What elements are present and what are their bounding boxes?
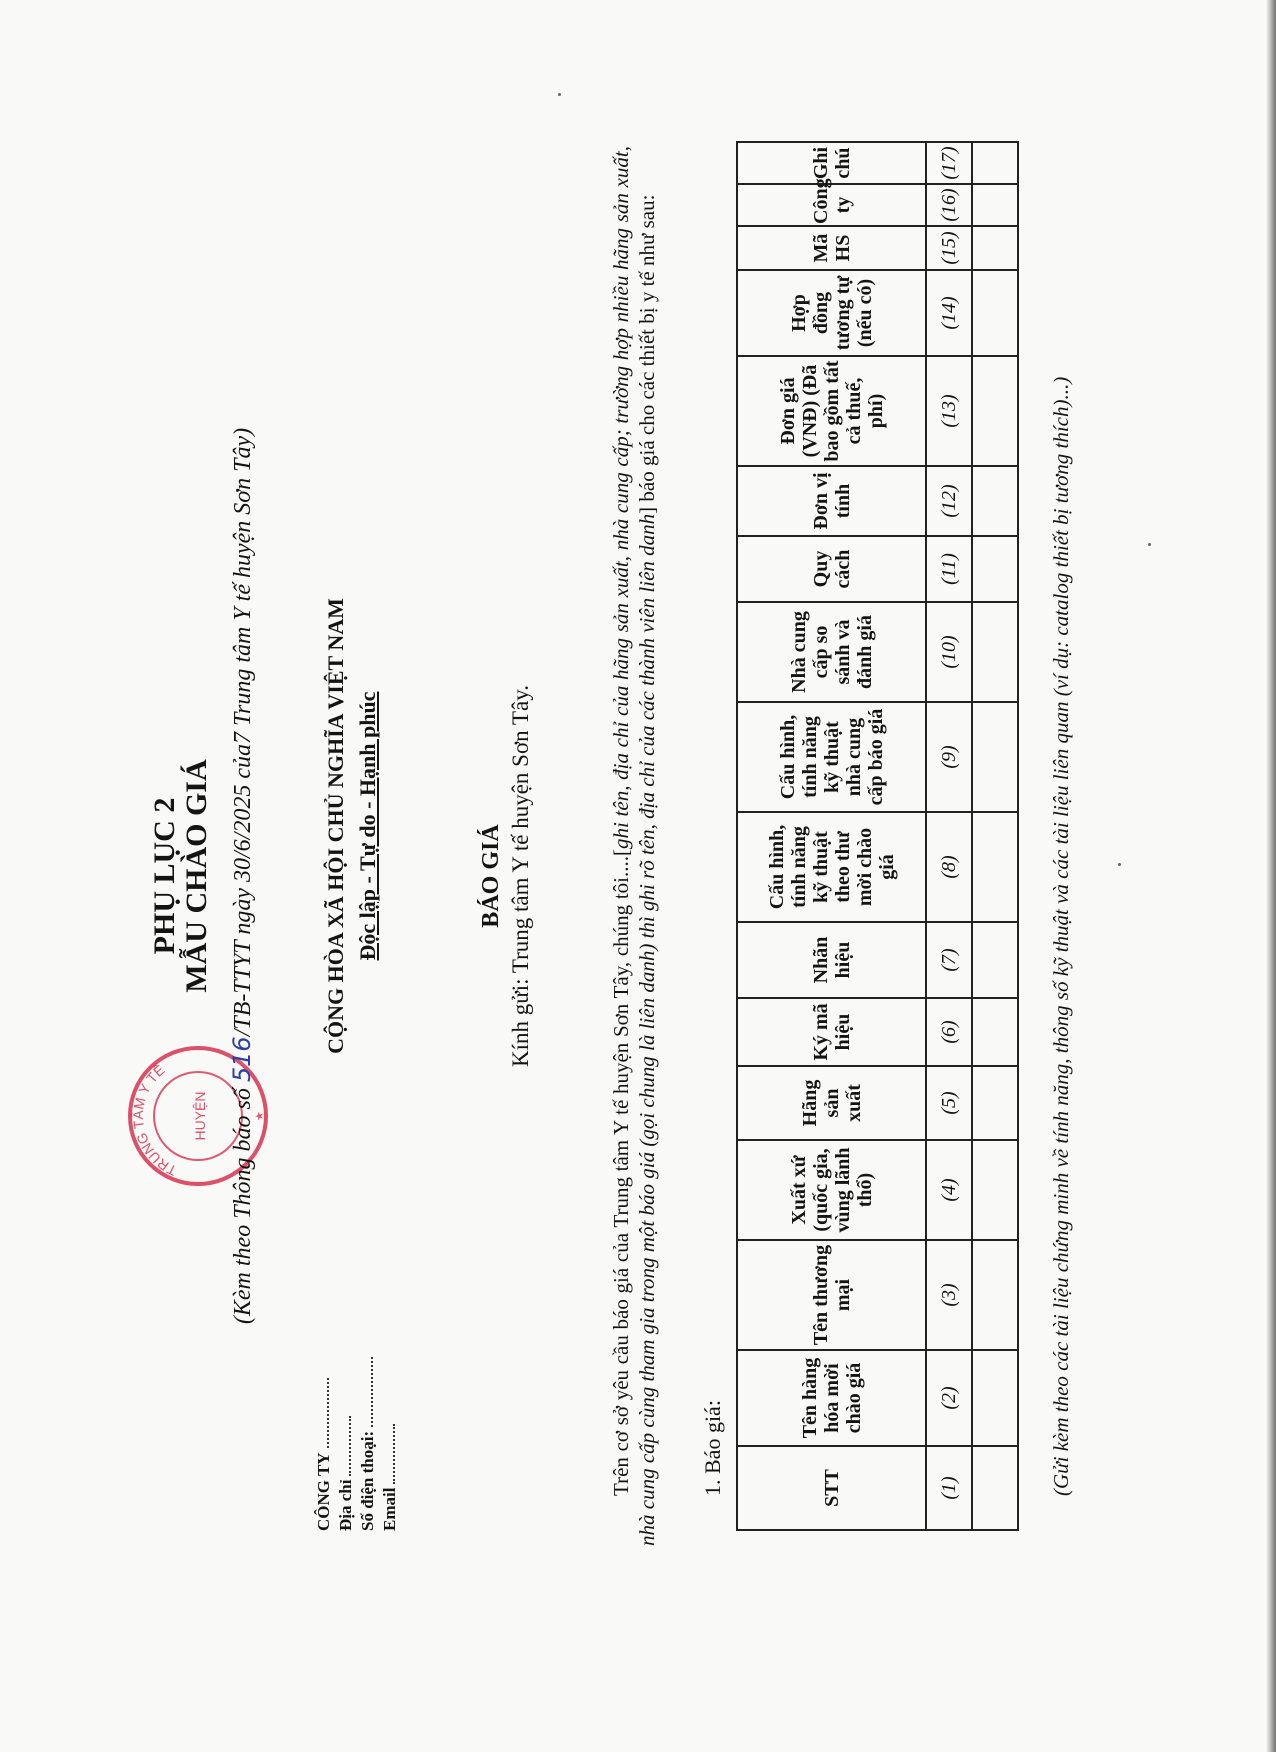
- empty-cell: [972, 142, 1018, 184]
- page-edge-shadow: [1266, 0, 1276, 1752]
- email-row: [379, 1251, 401, 1531]
- header-cell: Mã HS: [737, 226, 926, 270]
- column-number-cell: (15): [926, 226, 972, 270]
- scan-speck: [558, 93, 561, 96]
- empty-cell: [972, 812, 1018, 922]
- empty-table-row: [972, 142, 1018, 1530]
- header-cell: STT: [737, 1446, 926, 1530]
- document-title: BÁO GIÁ: [478, 824, 504, 928]
- header-cell: Đơn giá (VNĐ) (Đã bao gồm tất cả thuế, phí): [737, 356, 926, 466]
- empty-cell: [972, 270, 1018, 356]
- column-number-cell: (14): [926, 270, 972, 356]
- address-label: Địa chỉ: [336, 1479, 355, 1531]
- column-number-cell: (10): [926, 602, 972, 702]
- column-number-cell: (5): [926, 1066, 972, 1140]
- column-number-cell: (2): [926, 1350, 972, 1446]
- header-cell: Ký mã hiệu: [737, 998, 926, 1066]
- address-blank: [349, 1416, 351, 1476]
- phone-blank: [371, 1357, 373, 1427]
- attachment-prefix: (Kèm theo Thông báo số: [230, 1088, 256, 1325]
- scan-speck: [1118, 863, 1121, 866]
- national-motto: [323, 526, 381, 1126]
- column-number-row: [926, 142, 972, 1530]
- empty-cell: [972, 536, 1018, 602]
- empty-cell: [972, 922, 1018, 998]
- phone-label: Số điện thoại:: [358, 1430, 377, 1531]
- empty-cell: [972, 1140, 1018, 1240]
- empty-cell: [972, 998, 1018, 1066]
- intro-part-3: ] báo giá cho các thiết bị y tế như sau:: [635, 194, 659, 514]
- intro-part-1: Trên cơ sở yêu cầu báo giá của Trung tâm Y tế huyện Sơn Tây, chúng tôi....[: [609, 848, 633, 1496]
- column-number-cell: (7): [926, 922, 972, 998]
- empty-cell: [972, 1446, 1018, 1530]
- handwritten-number: 516: [228, 1036, 256, 1083]
- header-cell: Nhãn hiệu: [737, 922, 926, 998]
- motto-line-1: CỘNG HÒA XÃ HỘI CHỦ NGHĨA VIỆT NAM: [323, 598, 348, 1054]
- attachment-suffix: /TB-TTYT ngày 30/6/2025 của7 Trung tâm Y tế huyện Sơn Tây): [230, 427, 256, 1037]
- svg-text:★: ★: [254, 1111, 266, 1121]
- motto-line-2: Độc lập - Tự do - Hạnh phúc: [355, 691, 380, 961]
- column-number-cell: (17): [926, 142, 972, 184]
- company-name-row: [313, 1251, 335, 1531]
- company-name-label: CÔNG TY: [314, 1452, 333, 1531]
- column-number-cell: (9): [926, 702, 972, 812]
- header-cell: Hợp đồng tương tự (nếu có): [737, 270, 926, 356]
- form-title: MẪU CHÀO GIÁ: [180, 759, 213, 993]
- header-cell: Xuất xứ (quốc gia, vùng lãnh thổ): [737, 1140, 926, 1240]
- empty-cell: [972, 1350, 1018, 1446]
- empty-cell: [972, 184, 1018, 226]
- header-cell: Hãng sản xuất: [737, 1066, 926, 1140]
- header-cell: Tên hàng hóa mời chào giá: [737, 1350, 926, 1446]
- header-cell: Nhà cung cấp so sánh và đánh giá: [737, 602, 926, 702]
- empty-cell: [972, 702, 1018, 812]
- header-cell: Cấu hình, tính năng kỹ thuật theo thư mời chào giá: [737, 812, 926, 922]
- quotation-table: [736, 141, 1019, 1531]
- intro-paragraph: [608, 146, 660, 1546]
- header-cell: Ghi chú: [737, 142, 926, 184]
- column-number-cell: (13): [926, 356, 972, 466]
- empty-cell: [972, 356, 1018, 466]
- section-heading: 1. Báo giá:: [700, 1400, 725, 1496]
- address-row: [335, 1251, 357, 1531]
- empty-cell: [972, 1240, 1018, 1350]
- header-cell: Quy cách: [737, 536, 926, 602]
- column-number-cell: (8): [926, 812, 972, 922]
- table-header-row: [737, 142, 926, 1530]
- column-number-cell: (4): [926, 1140, 972, 1240]
- column-number-cell: (11): [926, 536, 972, 602]
- email-label: Email: [380, 1487, 399, 1531]
- footer-note: (Gửi kèm theo các tài liệu chứng minh về tính năng, thông số kỹ thuật và các tài liệu liên quan (ví dụ: catalog thiết bị tương thích)...): [1049, 376, 1073, 1496]
- company-name-blank: [327, 1378, 329, 1448]
- column-number-cell: (1): [926, 1446, 972, 1530]
- empty-cell: [972, 602, 1018, 702]
- appendix-title: PHỤ LỤC 2: [148, 797, 181, 955]
- empty-cell: [972, 226, 1018, 270]
- company-info-block: [313, 1251, 401, 1531]
- header-cell: Đơn vị tính: [737, 466, 926, 536]
- attachment-reference: [228, 26, 257, 1726]
- header-cell: Tên thương mại: [737, 1240, 926, 1350]
- svg-text:HUYỆN: HUYỆN: [192, 1091, 208, 1141]
- column-number-cell: (3): [926, 1240, 972, 1350]
- header-cell: Công ty: [737, 184, 926, 226]
- phone-row: [357, 1251, 379, 1531]
- rotated-document: [88, 26, 1188, 1726]
- email-blank: [393, 1424, 395, 1484]
- empty-cell: [972, 466, 1018, 536]
- svg-text:TRUNG TÂM Y TẾ: TRUNG TÂM Y TẾ: [129, 1061, 180, 1179]
- column-number-cell: (12): [926, 466, 972, 536]
- column-number-cell: (6): [926, 998, 972, 1066]
- scan-speck: [1148, 543, 1151, 546]
- intro-part-2: ghi tên, địa chỉ của hãng sản xuất, nhà cung cấp; trường hợp nhiều hãng sản xuất, nhà cung cấp cùng tham gia trong một báo giá (gọi chung là liên danh) thì ghi rõ tên, địa chỉ của các thành viên liên danh: [609, 145, 659, 1546]
- recipient-line: Kính gửi: Trung tâm Y tế huyện Sơn Tây.: [508, 685, 533, 1067]
- header-cell: Cấu hình, tính năng kỹ thuật nhà cung cấp báo giá: [737, 702, 926, 812]
- column-number-cell: (16): [926, 184, 972, 226]
- empty-cell: [972, 1066, 1018, 1140]
